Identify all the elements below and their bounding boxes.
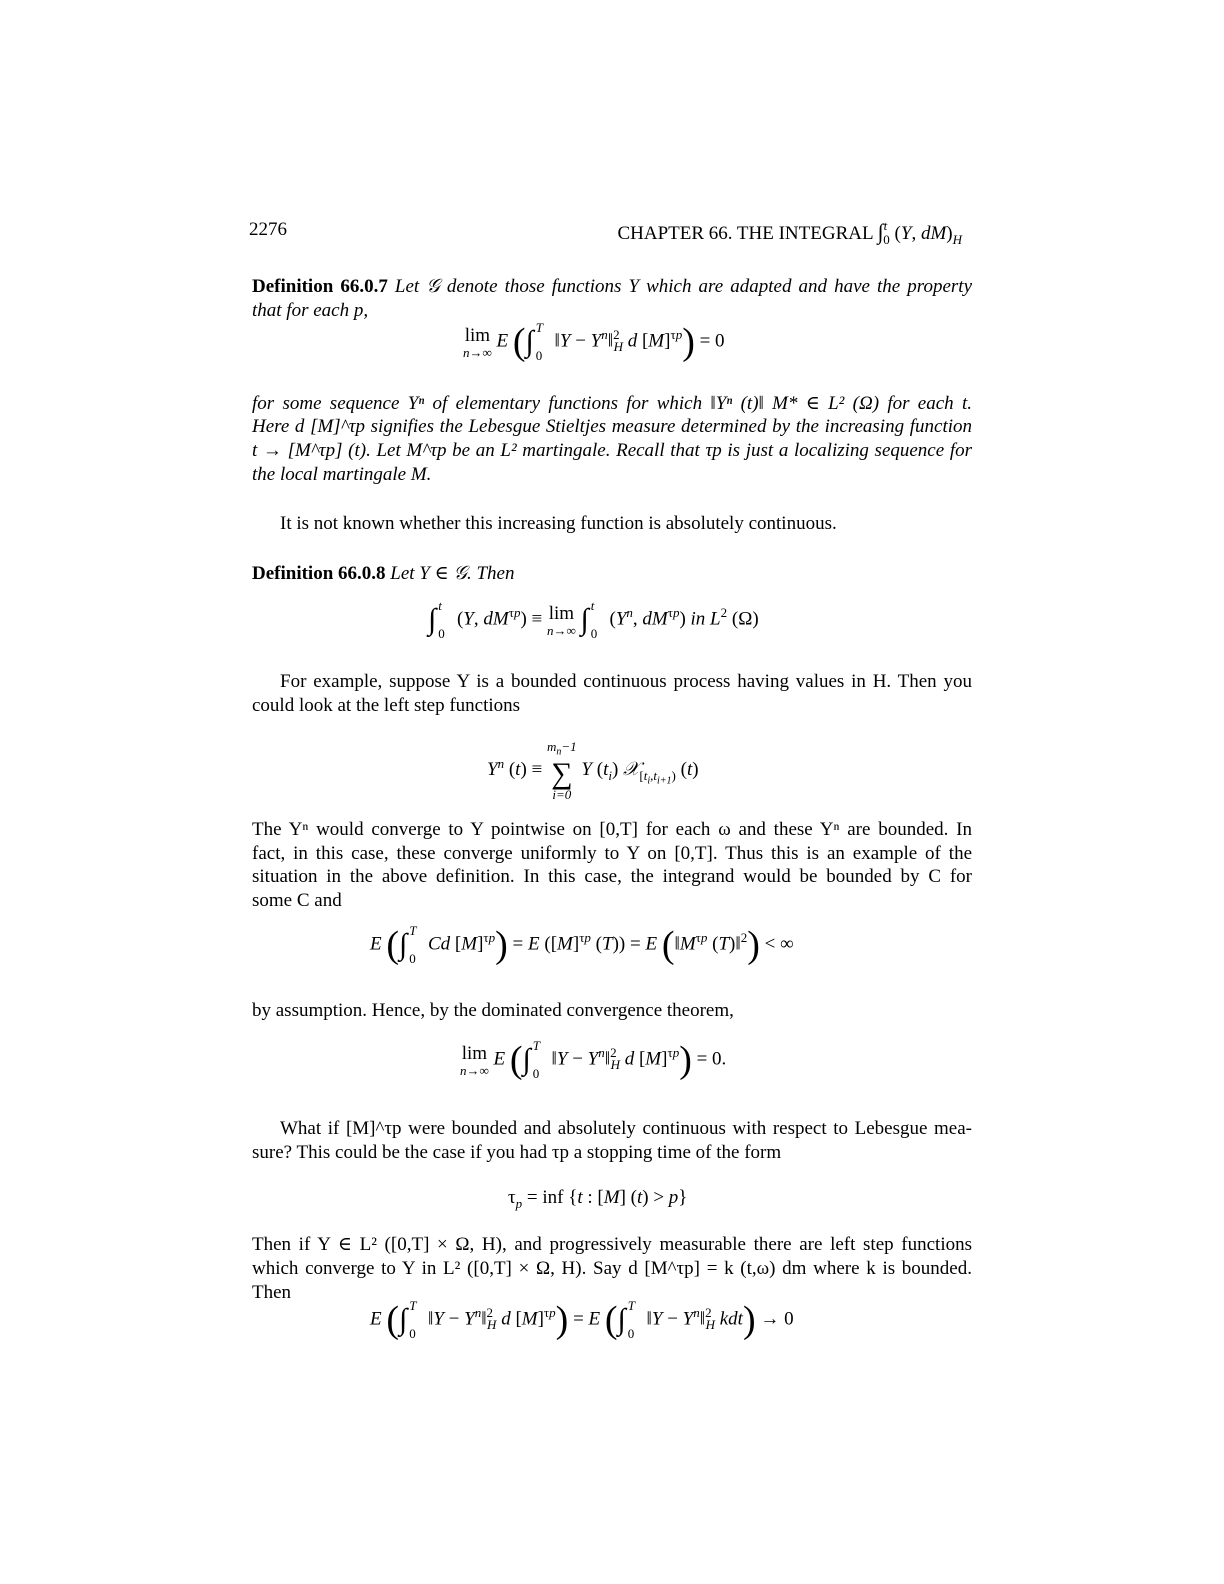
equation-final-convergence: E (∫ T 0 ‖Y − $Y^n‖^2_H$ d $[M]^{\tau p}) = E$ (∫ T 0 ‖Y − $Y^n‖^2_H$ kdt) → 0 bbox=[370, 1298, 794, 1341]
definition-1-text: Let 𝒢 denote those functions Y which are adapted and have the property bbox=[394, 276, 972, 297]
equation-limit-2: lim n→∞ E (∫ T 0 ‖Y − $Y^n‖^2_H$ d $[M]^{\tau p}) = 0$. bbox=[460, 1038, 727, 1081]
paragraph-progressive-line-1: Then if Y ∈ L² ([0,T] × Ω, H), and progressively measurable there are left step functions bbox=[252, 1234, 972, 1255]
equation-step-functions: $Y^n$ (t) ≡ $m_n-1$ ∑ i=0 Y $(t_i)$ 𝒳$_{[t_i,t_{i+1})}$ (t) bbox=[487, 739, 699, 802]
definition-2 bbox=[252, 562, 972, 586]
definition-1-line-3: for some sequence Yⁿ of elementary functions for which ‖Yⁿ (t)‖ M* ∈ L² (Ω) for each t. bbox=[252, 393, 972, 414]
paragraph-example-line-1: For example, suppose Y is a bounded continuous process having values in H. Then you bbox=[280, 671, 972, 692]
paragraph-convergence-line-2: fact, in this case, these converge uniformly to Y on [0,T]. Thus this is an example of the bbox=[252, 843, 972, 864]
paragraph-convergence-line-4: some C and bbox=[252, 890, 342, 911]
equation-stopping-time: $\tau_p$ = inf {t : [M] (t) > p} bbox=[508, 1187, 688, 1211]
paragraph-convergence-line-3: situation in the above definition. In this case, the integrand would be bounded by C for bbox=[252, 866, 972, 887]
equation-bounded-expectation: E (∫ T 0 Cd $[M]^{\tau p}) = E$ ($[M]^{\tau p}$ (T)) = E ($‖M^{\tau p}$ (T)‖$^2$) < ∞ bbox=[370, 923, 794, 966]
definition-1-line-5: t → [M^τp] (t). Let M^τp be an L² martingale. Recall that τp is just a localizing sequence for bbox=[252, 440, 972, 461]
paragraph-what-if-line-1: What if [M]^τp were bounded and absolutely continuous with respect to Lebesgue mea- bbox=[280, 1118, 972, 1139]
definition-2-label: Definition 66.0.8 bbox=[252, 563, 386, 584]
paragraph-absolute-continuity: It is not known whether this increasing function is absolutely continuous. bbox=[280, 513, 837, 534]
equation-limit-1: lim n→∞ E (∫ T 0 ‖Y − $Y^n‖^2_H$ d $[M]^{\tau p}) = 0$ bbox=[463, 320, 725, 363]
definition-1-line-4: Here d [M]^τp signifies the Lebesgue Stieltjes measure determined by the increasing function bbox=[252, 416, 972, 437]
page-number: 2276 bbox=[249, 219, 287, 240]
definition-2-text: Let Y ∈ 𝒢. Then bbox=[390, 563, 515, 584]
definition-1-line-2: that for each p, bbox=[252, 300, 369, 321]
paragraph-example-line-2: could look at the left step functions bbox=[252, 695, 521, 716]
paragraph-convergence-line-1: The Yⁿ would converge to Y pointwise on [0,T] for each ω and these Yⁿ are bounded. In bbox=[252, 819, 972, 840]
definition-1-label: Definition 66.0.7 bbox=[252, 276, 388, 297]
paragraph-what-if-line-2: sure? This could be the case if you had τp a stopping time of the form bbox=[252, 1142, 782, 1163]
equation-integral-definition: ∫ t 0 (Y, $dM^{\tau p}) \equiv \lim$ n→∞ ∫ t 0 ($Y^n$, $dM^{\tau p}$) in $L^2$ (Ω) bbox=[428, 598, 759, 641]
running-header: CHAPTER 66. THE INTEGRAL ∫$^t_0$ (Y, $dM)_H$ bbox=[617, 218, 962, 247]
paragraph-dominated-convergence: by assumption. Hence, by the dominated convergence theorem, bbox=[252, 1000, 734, 1021]
definition-1-line-6: the local martingale M. bbox=[252, 464, 432, 485]
definition-1-line-1 bbox=[252, 275, 972, 299]
chapter-title: CHAPTER 66. THE INTEGRAL bbox=[617, 223, 878, 244]
paragraph-progressive-line-2: which converge to Y in L² ([0,T] × Ω, H). Say d [M^τp] = k (t,ω) dm where k is bounded. bbox=[252, 1258, 972, 1279]
paragraph-progressive-line-3: Then bbox=[252, 1282, 292, 1303]
